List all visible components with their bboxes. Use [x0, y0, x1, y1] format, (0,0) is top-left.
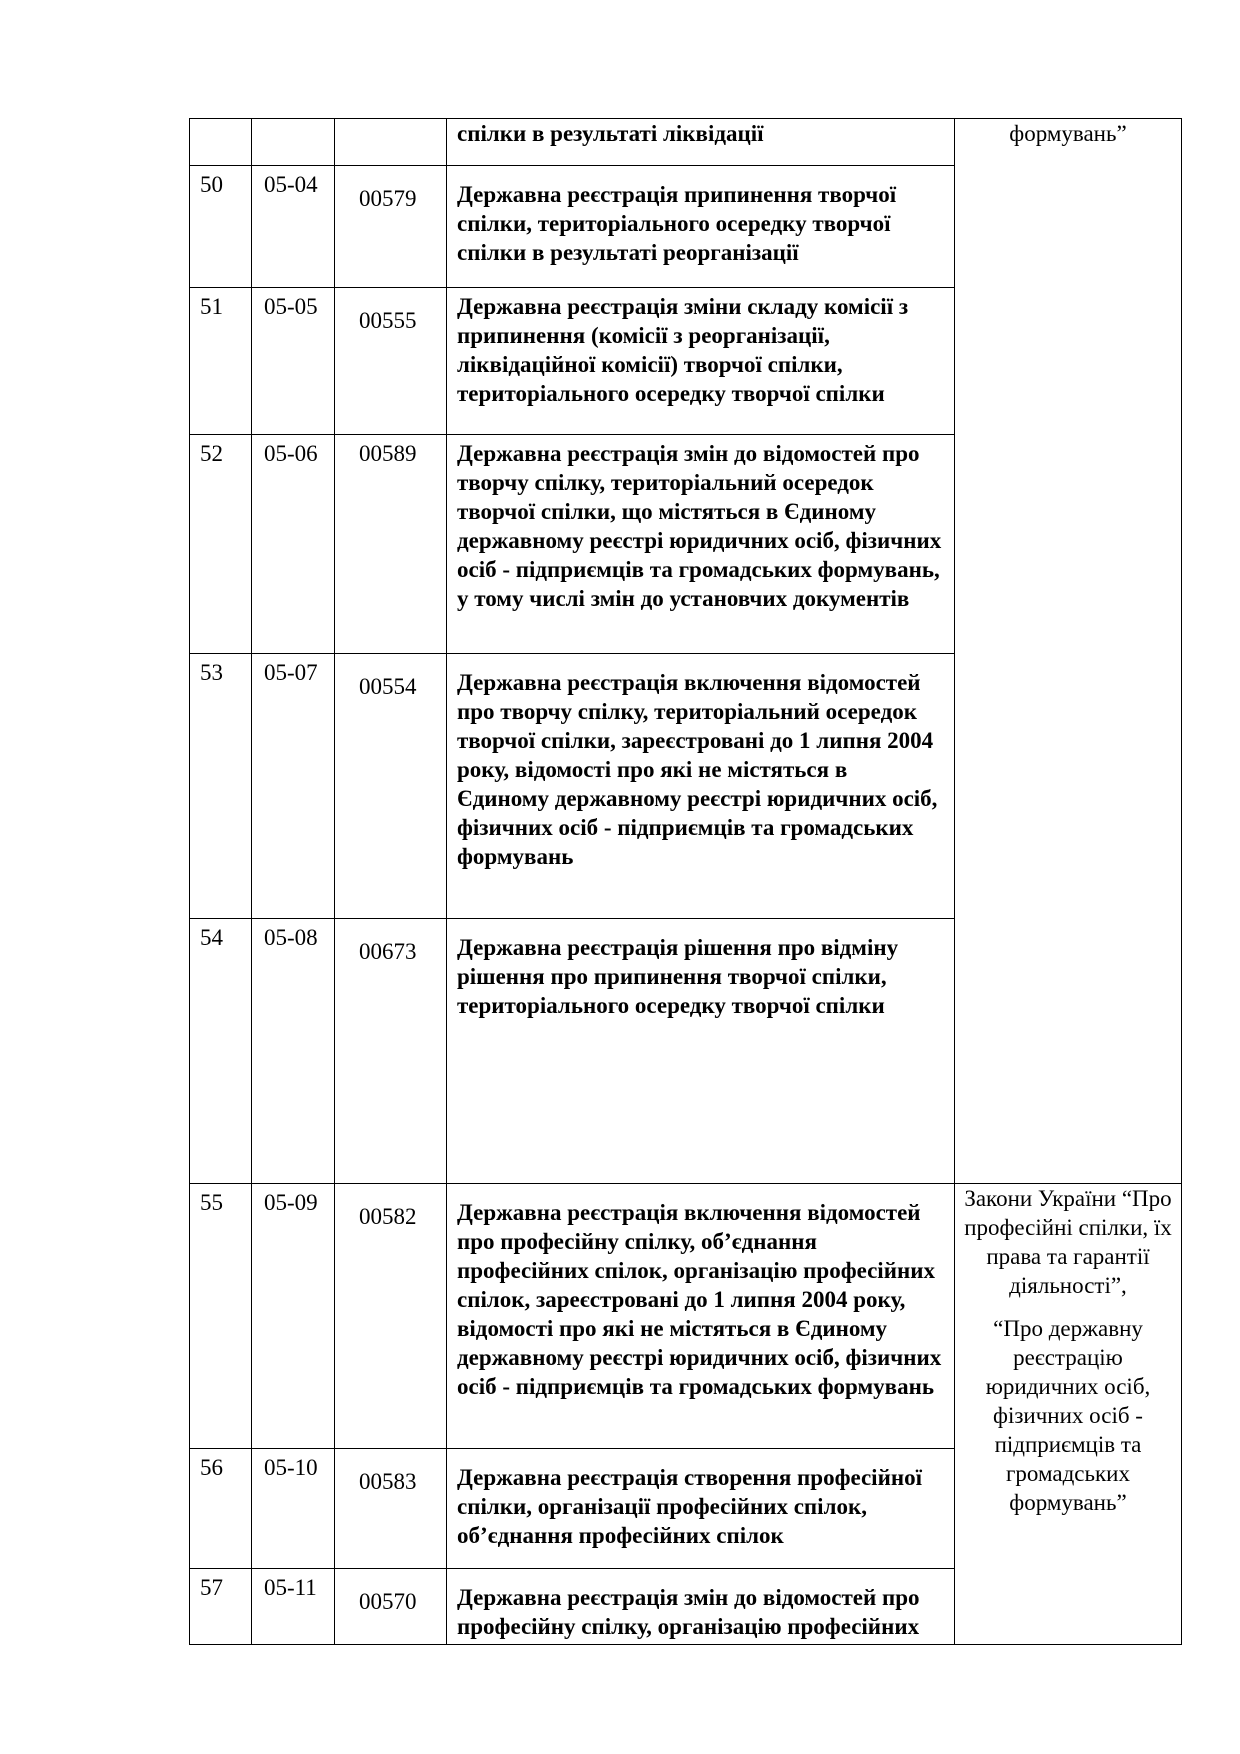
services-table: [189, 118, 1182, 1645]
row-number: 54: [190, 919, 252, 1184]
description-cell: спілки в результаті ліквідації: [447, 119, 955, 166]
row-code: 05-08: [252, 919, 335, 1184]
law-cell: [955, 1184, 1182, 1645]
row-description: Державна реєстрація включення відомостей про професійну спілку, об’єднання професійних спілок, організацію професійних спілок, зареєстровані до 1 липня 2004 року, відомості про які не містяться в Єдиному державному реєстрі юридичних осіб, фізичних осіб - підприємців та громадських формувань: [447, 1184, 955, 1449]
row-code: 05-06: [252, 435, 335, 654]
row-id: 00570: [335, 1569, 447, 1645]
row-code: 05-11: [252, 1569, 335, 1645]
table-row: [190, 1184, 1182, 1449]
law-cell: формувань”: [955, 119, 1182, 1184]
row-number: 56: [190, 1449, 252, 1569]
row-number: 53: [190, 654, 252, 919]
row-id: 00589: [335, 435, 447, 654]
row-id: 00579: [335, 166, 447, 288]
row-id: 00583: [335, 1449, 447, 1569]
row-id: 00555: [335, 288, 447, 435]
row-code: 05-09: [252, 1184, 335, 1449]
law-text-gap: [961, 1300, 1175, 1314]
row-description: Державна реєстрація створення професійної спілки, організації професійних спілок, об’єднання професійних спілок: [447, 1449, 955, 1569]
row-description: Державна реєстрація рішення про відміну рішення про припинення творчої спілки, територіального осередку творчої спілки: [447, 919, 955, 1184]
row-description: Державна реєстрація зміни складу комісії з припинення (комісії з реорганізації, ліквідаційної комісії) творчої спілки, територіального осередку творчої спілки: [447, 288, 955, 435]
law-text-part2: “Про державну реєстрацію юридичних осіб, фізичних осіб - підприємців та громадських формувань”: [985, 1316, 1151, 1515]
row-number: 55: [190, 1184, 252, 1449]
row-description: Державна реєстрація змін до відомостей про професійну спілку, організацію професійних: [447, 1569, 955, 1645]
row-id: 00582: [335, 1184, 447, 1449]
code-cell: [252, 119, 335, 166]
row-number: 57: [190, 1569, 252, 1645]
row-number: 50: [190, 166, 252, 288]
row-code: 05-05: [252, 288, 335, 435]
row-number: 51: [190, 288, 252, 435]
row-code: 05-10: [252, 1449, 335, 1569]
law-text-part1: Закони України “Про професійні спілки, їх права та гарантії діяльності”,: [964, 1186, 1172, 1298]
row-code: 05-07: [252, 654, 335, 919]
row-id: 00554: [335, 654, 447, 919]
row-description: Державна реєстрація включення відомостей про творчу спілку, територіальний осередок творчої спілки, зареєстровані до 1 липня 2004 року, відомості про які не містяться в Єдиному державному реєстрі юридичних осіб, фізичних осіб - підприємців та громадських формувань: [447, 654, 955, 919]
row-description: Державна реєстрація припинення творчої спілки, територіального осередку творчої спілки в результаті реорганізації: [447, 166, 955, 288]
table-row: [190, 119, 1182, 166]
row-id: 00673: [335, 919, 447, 1184]
id-cell: [335, 119, 447, 166]
num-cell: [190, 119, 252, 166]
row-description: Державна реєстрація змін до відомостей про творчу спілку, територіальний осередок творчої спілки, що містяться в Єдиному державному реєстрі юридичних осіб, фізичних осіб - підприємців та громадських формувань, у тому числі змін до установчих документів: [447, 435, 955, 654]
row-number: 52: [190, 435, 252, 654]
row-code: 05-04: [252, 166, 335, 288]
